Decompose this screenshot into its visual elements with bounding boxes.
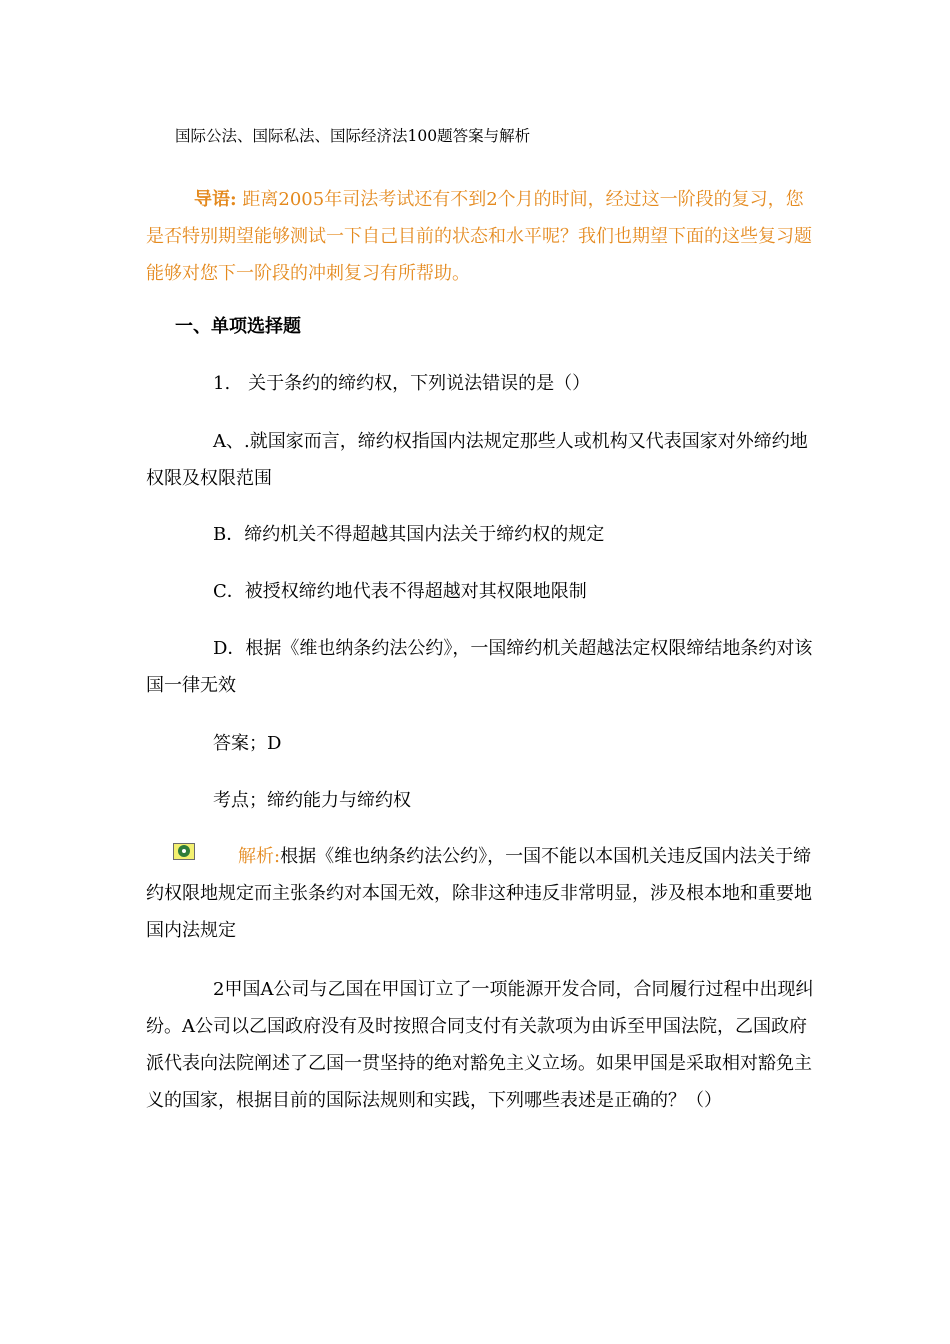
analysis-text: 根据《维也纳条约法公约》，一国不能以本国机关违反国内法关于缔约权限地规定而主张条约对本国无效，除非这种违反非常明显，涉及根本地和重要地国内法规定: [146, 846, 812, 941]
section-heading: 一、单项选择题: [175, 316, 301, 337]
question-1-option-d: D．根据《维也纳条约法公约》，一国缔约机关超越法定权限缔结地条约对该国一律无效: [146, 638, 813, 696]
intro-label: 导语:: [194, 189, 237, 210]
question-1-option-a: A、.就国家而言，缔约权指国内法规定那些人或机构又代表国家对外缔约地权限及权限范围: [146, 431, 808, 489]
analysis-label: 解析:: [238, 846, 281, 867]
question-1-key-point: 考点；缔约能力与缔约权: [213, 790, 411, 811]
question-1-stem: 1. 关于条约的缔约权，下列说法错误的是（）: [213, 373, 591, 394]
question-1-option-c: C．被授权缔约地代表不得超越对其权限地限制: [213, 581, 587, 602]
question-2-stem: 2甲国A公司与乙国在甲国订立了一项能源开发合同，合同履行过程中出现纠纷。A公司以乙国政府没有及时按照合同支付有关款项为由诉至甲国法院，乙国政府派代表向法院阐述了乙国一贯坚持的绝对豁免主义立场。如果甲国是采取相对豁免主义的国家，根据目前的国际法规则和实践，下列哪些表述是正确的？（）: [146, 979, 814, 1111]
question-1-analysis: [146, 838, 814, 949]
question-1-answer: 答案；D: [213, 733, 282, 754]
intro-paragraph: [146, 181, 816, 292]
question-1-option-b: B．缔约机关不得超越其国内法关于缔约权的规定: [213, 524, 605, 545]
document-title: 国际公法、国际私法、国际经济法100题答案与解析: [175, 127, 531, 145]
intro-text: 距离2005年司法考试还有不到2个月的时间，经过这一阶段的复习，您是否特别期望能够测试一下自己目前的状态和水平呢？我们也期望下面的这些复习题能够对您下一阶段的冲刺复习有所帮助。: [146, 189, 812, 284]
